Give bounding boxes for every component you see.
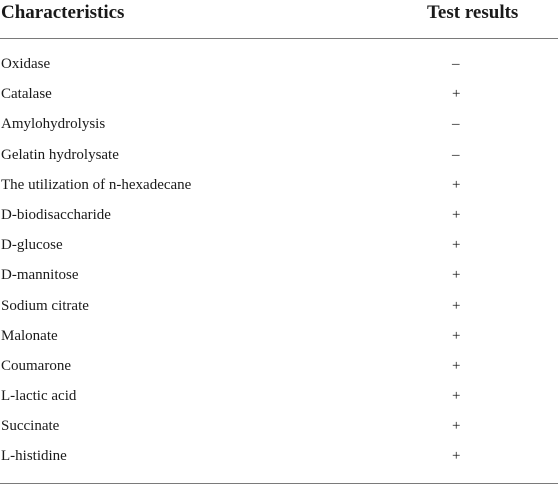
header-characteristics: Characteristics <box>1 2 125 23</box>
result-cell: – <box>452 116 460 133</box>
table-row <box>0 325 558 355</box>
characteristic-cell: Catalase <box>1 86 52 103</box>
table-row <box>0 113 558 143</box>
characteristic-cell: Malonate <box>1 327 58 344</box>
result-cell: + <box>452 388 461 405</box>
table-row <box>0 445 558 475</box>
characteristic-cell: Sodium citrate <box>1 297 89 314</box>
characteristic-cell: Oxidase <box>1 56 51 72</box>
characteristic-cell: D-mannitose <box>1 267 79 284</box>
result-cell: + <box>452 327 461 344</box>
characteristic-cell: Succinate <box>1 418 60 435</box>
table-row <box>0 234 558 264</box>
characteristic-cell: Gelatin hydrolysate <box>1 146 119 163</box>
result-cell: + <box>452 267 461 284</box>
result-cell: – <box>452 146 460 163</box>
result-cell: + <box>452 448 461 465</box>
table-row <box>0 83 558 113</box>
table-row <box>0 385 558 415</box>
characteristic-cell: D-glucose <box>1 237 63 254</box>
table-row <box>0 144 558 174</box>
characteristic-cell: The utilization of n-hexadecane <box>1 176 192 193</box>
result-cell: – <box>452 56 460 72</box>
table-row <box>0 264 558 294</box>
header-test-results: Test results <box>427 2 519 23</box>
characteristic-cell: L-lactic acid <box>1 388 77 405</box>
characteristic-cell: D-biodisaccharide <box>1 206 111 223</box>
characteristic-cell: Amylohydrolysis <box>1 116 106 133</box>
result-cell: + <box>452 297 461 314</box>
result-cell: + <box>452 86 461 103</box>
result-cell: + <box>452 357 461 374</box>
table-row <box>0 204 558 234</box>
result-cell: + <box>452 237 461 254</box>
table-row <box>0 174 558 204</box>
table-header <box>0 0 558 39</box>
table-bottom-rule <box>0 483 558 484</box>
result-cell: + <box>452 418 461 435</box>
result-cell: + <box>452 206 461 223</box>
table-body <box>0 53 558 476</box>
result-cell: + <box>452 176 461 193</box>
table-row <box>0 415 558 445</box>
characteristic-cell: L-histidine <box>1 448 67 465</box>
characteristic-cell: Coumarone <box>1 357 71 374</box>
table-row <box>0 53 558 83</box>
table-row <box>0 295 558 325</box>
table-row <box>0 355 558 385</box>
